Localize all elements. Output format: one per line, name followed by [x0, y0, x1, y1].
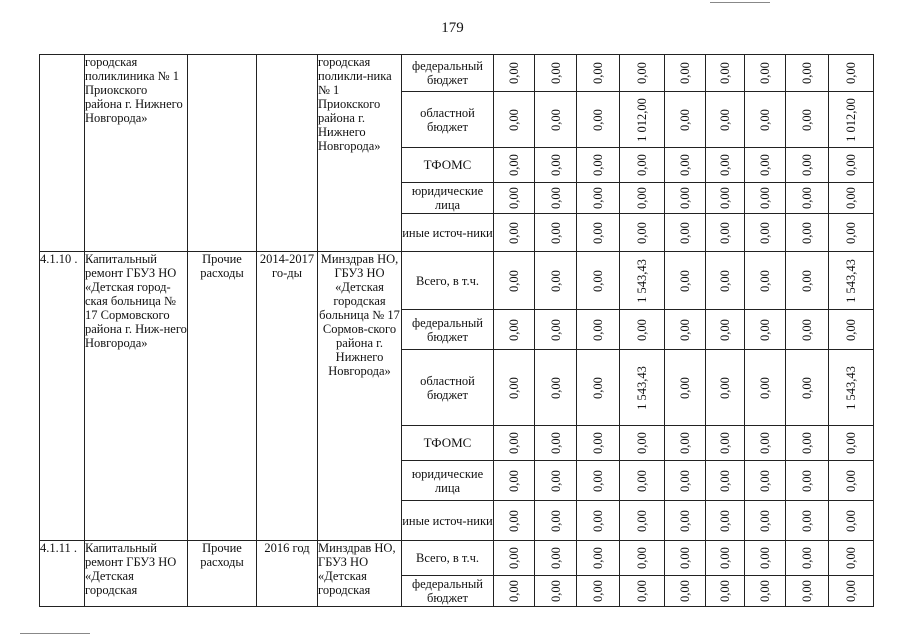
value-cell — [785, 252, 828, 310]
value-cell — [828, 92, 873, 148]
value-cell — [828, 310, 873, 350]
funding-source-label: юридические лица — [402, 183, 494, 214]
value-text: 0,00 — [634, 509, 649, 532]
item-name: Капитальный ремонт ГБУЗ НО «Детская город-ская больница № 17 Сормовского района г. Ниж-него Новгорода» — [85, 252, 188, 541]
value-text: 0,00 — [507, 318, 521, 341]
expense-type: Прочие расходы — [188, 541, 257, 607]
responsible-executor: Минздрав НО, ГБУЗ НО «Детская городская больница № 17 Сормов-ского района г. Нижнего Новгорода» — [318, 252, 402, 541]
scan-edge-line — [20, 633, 90, 634]
value-text: 0,00 — [799, 62, 814, 84]
value-cell — [535, 576, 577, 607]
value-text: 0,00 — [799, 154, 814, 176]
value-text: 0,00 — [548, 509, 563, 532]
value-cell — [577, 576, 620, 607]
value-text: 0,00 — [843, 580, 858, 602]
value-text: 0,00 — [634, 221, 649, 244]
value-cell — [535, 252, 577, 310]
value-text: 0,00 — [591, 221, 605, 244]
funding-source-label: Всего, в т.ч. — [402, 541, 494, 576]
value-text: 1 012,00 — [843, 97, 858, 142]
value-cell — [785, 183, 828, 214]
value-text: 0,00 — [799, 432, 814, 454]
value-cell — [705, 576, 744, 607]
value-cell — [744, 92, 785, 148]
value-text: 0,00 — [548, 580, 563, 602]
value-cell — [828, 350, 873, 426]
item-number: 4.1.10 . — [40, 252, 85, 541]
value-text: 0,00 — [677, 154, 692, 176]
value-cell — [828, 55, 873, 92]
value-cell — [785, 310, 828, 350]
period — [257, 55, 318, 252]
value-text: 0,00 — [843, 469, 858, 492]
value-text: 0,00 — [717, 580, 732, 602]
value-cell — [744, 55, 785, 92]
value-cell — [494, 92, 535, 148]
value-cell — [744, 252, 785, 310]
item-number — [40, 55, 85, 252]
value-text: 0,00 — [757, 108, 772, 131]
value-cell — [664, 252, 705, 310]
value-cell — [494, 576, 535, 607]
value-text: 0,00 — [757, 154, 772, 176]
value-text: 0,00 — [507, 187, 521, 209]
value-cell — [494, 350, 535, 426]
value-cell — [577, 252, 620, 310]
value-text: 0,00 — [717, 187, 732, 209]
value-text: 0,00 — [548, 547, 563, 569]
value-text: 0,00 — [799, 580, 814, 602]
value-cell — [705, 461, 744, 501]
value-cell — [828, 214, 873, 252]
value-text: 0,00 — [634, 547, 649, 569]
value-text: 0,00 — [634, 318, 649, 341]
value-text: 0,00 — [757, 376, 772, 399]
value-text: 0,00 — [677, 432, 692, 454]
value-cell — [577, 350, 620, 426]
funding-source-label: федеральный бюджет — [402, 55, 494, 92]
value-cell — [664, 183, 705, 214]
value-text: 0,00 — [843, 547, 858, 569]
value-cell — [744, 310, 785, 350]
value-text: 0,00 — [843, 318, 858, 341]
value-cell — [664, 214, 705, 252]
value-text: 0,00 — [717, 108, 732, 131]
value-cell — [620, 148, 665, 183]
value-text: 1 012,00 — [634, 97, 649, 142]
value-cell — [535, 55, 577, 92]
value-cell — [664, 461, 705, 501]
expense-type: Прочие расходы — [188, 252, 257, 541]
value-text: 0,00 — [591, 547, 605, 569]
value-text: 0,00 — [677, 509, 692, 532]
funding-source-label: иные источ-ники — [402, 501, 494, 541]
value-cell — [577, 148, 620, 183]
item-number: 4.1.11 . — [40, 541, 85, 607]
value-cell — [620, 183, 665, 214]
value-text: 0,00 — [591, 62, 605, 84]
value-cell — [620, 576, 665, 607]
value-text: 1 543,43 — [634, 258, 649, 303]
value-text: 0,00 — [591, 509, 605, 532]
value-cell — [828, 252, 873, 310]
value-text: 0,00 — [634, 154, 649, 176]
value-text: 0,00 — [843, 154, 858, 176]
funding-source-label: ТФОМС — [402, 426, 494, 461]
value-text: 0,00 — [843, 62, 858, 84]
value-cell — [705, 310, 744, 350]
value-cell — [705, 350, 744, 426]
funding-source-label: федеральный бюджет — [402, 310, 494, 350]
value-text: 0,00 — [757, 432, 772, 454]
value-cell — [494, 501, 535, 541]
value-cell — [494, 461, 535, 501]
value-text: 0,00 — [677, 547, 692, 569]
value-text: 0,00 — [843, 432, 858, 454]
funding-source-label: Всего, в т.ч. — [402, 252, 494, 310]
value-cell — [494, 148, 535, 183]
value-cell — [620, 426, 665, 461]
value-cell — [577, 214, 620, 252]
value-cell — [828, 148, 873, 183]
value-cell — [664, 148, 705, 183]
value-cell — [494, 310, 535, 350]
value-text: 0,00 — [507, 154, 521, 176]
value-cell — [535, 541, 577, 576]
value-text: 0,00 — [507, 62, 521, 84]
responsible-executor: городская поликли-ника № 1 Приокского района г. Нижнего Новгорода» — [318, 55, 402, 252]
value-text: 0,00 — [507, 509, 521, 532]
value-text: 0,00 — [717, 547, 732, 569]
value-text: 0,00 — [591, 318, 605, 341]
value-cell — [785, 461, 828, 501]
value-cell — [577, 92, 620, 148]
period: 2014-2017 го-ды — [257, 252, 318, 541]
value-text: 0,00 — [634, 432, 649, 454]
value-text: 0,00 — [677, 269, 692, 292]
value-text: 1 543,43 — [843, 365, 858, 410]
period: 2016 год — [257, 541, 318, 607]
value-cell — [785, 55, 828, 92]
value-cell — [535, 92, 577, 148]
item-name: городская поликлиника № 1 Приокского района г. Нижнего Новгорода» — [85, 55, 188, 252]
funding-source-label: иные источ-ники — [402, 214, 494, 252]
budget-table — [39, 54, 874, 607]
value-cell — [744, 576, 785, 607]
value-cell — [535, 350, 577, 426]
value-cell — [577, 501, 620, 541]
value-text: 0,00 — [677, 62, 692, 84]
value-cell — [664, 501, 705, 541]
value-text: 0,00 — [717, 318, 732, 341]
value-text: 0,00 — [634, 187, 649, 209]
value-text: 0,00 — [677, 580, 692, 602]
value-cell — [785, 541, 828, 576]
value-text: 0,00 — [843, 187, 858, 209]
value-text: 0,00 — [677, 187, 692, 209]
value-text: 0,00 — [757, 580, 772, 602]
value-cell — [577, 183, 620, 214]
value-text: 0,00 — [717, 62, 732, 84]
page-number: 179 — [441, 20, 464, 36]
value-cell — [620, 501, 665, 541]
value-cell — [620, 310, 665, 350]
table-row — [40, 252, 874, 310]
table-row — [40, 541, 874, 576]
value-cell — [620, 350, 665, 426]
value-text: 0,00 — [634, 580, 649, 602]
value-text: 0,00 — [799, 108, 814, 131]
value-text: 0,00 — [591, 108, 605, 131]
value-text: 0,00 — [591, 187, 605, 209]
value-text: 0,00 — [799, 509, 814, 532]
value-cell — [535, 183, 577, 214]
value-text: 0,00 — [717, 154, 732, 176]
value-text: 0,00 — [717, 469, 732, 492]
value-text: 0,00 — [507, 108, 521, 131]
value-text: 0,00 — [799, 318, 814, 341]
value-cell — [705, 501, 744, 541]
value-text: 0,00 — [507, 432, 521, 454]
value-text: 0,00 — [799, 187, 814, 209]
value-text: 1 543,43 — [843, 258, 858, 303]
value-cell — [494, 214, 535, 252]
value-cell — [620, 92, 665, 148]
value-text: 0,00 — [757, 547, 772, 569]
value-cell — [577, 426, 620, 461]
funding-source-label: юридические лица — [402, 461, 494, 501]
value-cell — [494, 183, 535, 214]
value-cell — [785, 501, 828, 541]
value-text: 0,00 — [591, 376, 605, 399]
value-cell — [494, 55, 535, 92]
value-text: 0,00 — [717, 221, 732, 244]
value-text: 0,00 — [634, 469, 649, 492]
value-cell — [705, 214, 744, 252]
value-cell — [785, 92, 828, 148]
value-cell — [828, 426, 873, 461]
value-text: 0,00 — [757, 187, 772, 209]
value-cell — [664, 92, 705, 148]
value-cell — [664, 55, 705, 92]
value-cell — [785, 426, 828, 461]
value-cell — [705, 426, 744, 461]
value-cell — [664, 576, 705, 607]
value-cell — [744, 426, 785, 461]
value-cell — [828, 501, 873, 541]
value-text: 0,00 — [843, 509, 858, 532]
value-cell — [744, 148, 785, 183]
value-text: 0,00 — [799, 376, 814, 399]
value-cell — [828, 461, 873, 501]
table-row — [40, 55, 874, 92]
value-cell — [705, 148, 744, 183]
value-text: 0,00 — [717, 509, 732, 532]
value-cell — [494, 541, 535, 576]
value-text: 0,00 — [717, 376, 732, 399]
funding-source-label: областной бюджет — [402, 92, 494, 148]
item-name: Капитальный ремонт ГБУЗ НО «Детская городская — [85, 541, 188, 607]
value-text: 0,00 — [507, 269, 521, 292]
value-text: 0,00 — [548, 432, 563, 454]
value-text: 0,00 — [507, 221, 521, 244]
value-cell — [535, 148, 577, 183]
value-cell — [577, 461, 620, 501]
value-cell — [664, 310, 705, 350]
value-text: 0,00 — [507, 580, 521, 602]
value-text: 0,00 — [591, 154, 605, 176]
value-cell — [535, 501, 577, 541]
value-text: 0,00 — [717, 432, 732, 454]
value-cell — [705, 92, 744, 148]
value-text: 0,00 — [677, 221, 692, 244]
value-cell — [620, 541, 665, 576]
value-cell — [744, 541, 785, 576]
value-text: 0,00 — [799, 269, 814, 292]
value-text: 0,00 — [799, 469, 814, 492]
value-text: 0,00 — [548, 187, 563, 209]
responsible-executor: Минздрав НО, ГБУЗ НО «Детская городская — [318, 541, 402, 607]
value-text: 0,00 — [591, 580, 605, 602]
funding-source-label: ТФОМС — [402, 148, 494, 183]
value-text: 0,00 — [548, 376, 563, 399]
value-cell — [785, 576, 828, 607]
expense-type — [188, 55, 257, 252]
value-cell — [620, 55, 665, 92]
value-cell — [664, 350, 705, 426]
value-cell — [785, 148, 828, 183]
value-cell — [620, 214, 665, 252]
value-text: 0,00 — [548, 269, 563, 292]
value-text: 0,00 — [548, 154, 563, 176]
value-cell — [664, 541, 705, 576]
value-text: 0,00 — [634, 62, 649, 84]
value-text: 0,00 — [757, 318, 772, 341]
value-text: 0,00 — [757, 221, 772, 244]
value-cell — [535, 426, 577, 461]
value-cell — [785, 214, 828, 252]
scan-edge-line — [710, 2, 770, 3]
value-text: 0,00 — [548, 469, 563, 492]
value-text: 0,00 — [757, 509, 772, 532]
value-text: 0,00 — [591, 269, 605, 292]
value-text: 0,00 — [757, 469, 772, 492]
value-cell — [705, 541, 744, 576]
value-cell — [828, 576, 873, 607]
value-cell — [577, 310, 620, 350]
value-text: 0,00 — [677, 376, 692, 399]
value-cell — [620, 252, 665, 310]
value-text: 0,00 — [677, 108, 692, 131]
value-cell — [744, 183, 785, 214]
value-cell — [785, 350, 828, 426]
value-text: 1 543,43 — [634, 365, 649, 410]
value-cell — [828, 183, 873, 214]
value-cell — [535, 310, 577, 350]
value-text: 0,00 — [507, 469, 521, 492]
value-cell — [744, 214, 785, 252]
value-cell — [535, 214, 577, 252]
value-text: 0,00 — [677, 318, 692, 341]
value-cell — [744, 501, 785, 541]
value-text: 0,00 — [799, 221, 814, 244]
value-text: 0,00 — [548, 318, 563, 341]
value-text: 0,00 — [507, 376, 521, 399]
value-text: 0,00 — [677, 469, 692, 492]
value-text: 0,00 — [843, 221, 858, 244]
value-text: 0,00 — [507, 547, 521, 569]
value-cell — [744, 350, 785, 426]
value-text: 0,00 — [548, 108, 563, 131]
value-text: 0,00 — [717, 269, 732, 292]
value-cell — [535, 461, 577, 501]
funding-source-label: областной бюджет — [402, 350, 494, 426]
value-cell — [705, 55, 744, 92]
value-cell — [664, 426, 705, 461]
value-cell — [577, 541, 620, 576]
value-text: 0,00 — [799, 547, 814, 569]
value-cell — [494, 426, 535, 461]
value-text: 0,00 — [591, 469, 605, 492]
value-text: 0,00 — [757, 269, 772, 292]
value-cell — [744, 461, 785, 501]
value-text: 0,00 — [548, 221, 563, 244]
funding-source-label: федеральный бюджет — [402, 576, 494, 607]
value-cell — [494, 252, 535, 310]
value-cell — [705, 183, 744, 214]
value-text: 0,00 — [548, 62, 563, 84]
value-cell — [705, 252, 744, 310]
value-text: 0,00 — [757, 62, 772, 84]
value-cell — [828, 541, 873, 576]
value-cell — [620, 461, 665, 501]
value-cell — [577, 55, 620, 92]
value-text: 0,00 — [591, 432, 605, 454]
